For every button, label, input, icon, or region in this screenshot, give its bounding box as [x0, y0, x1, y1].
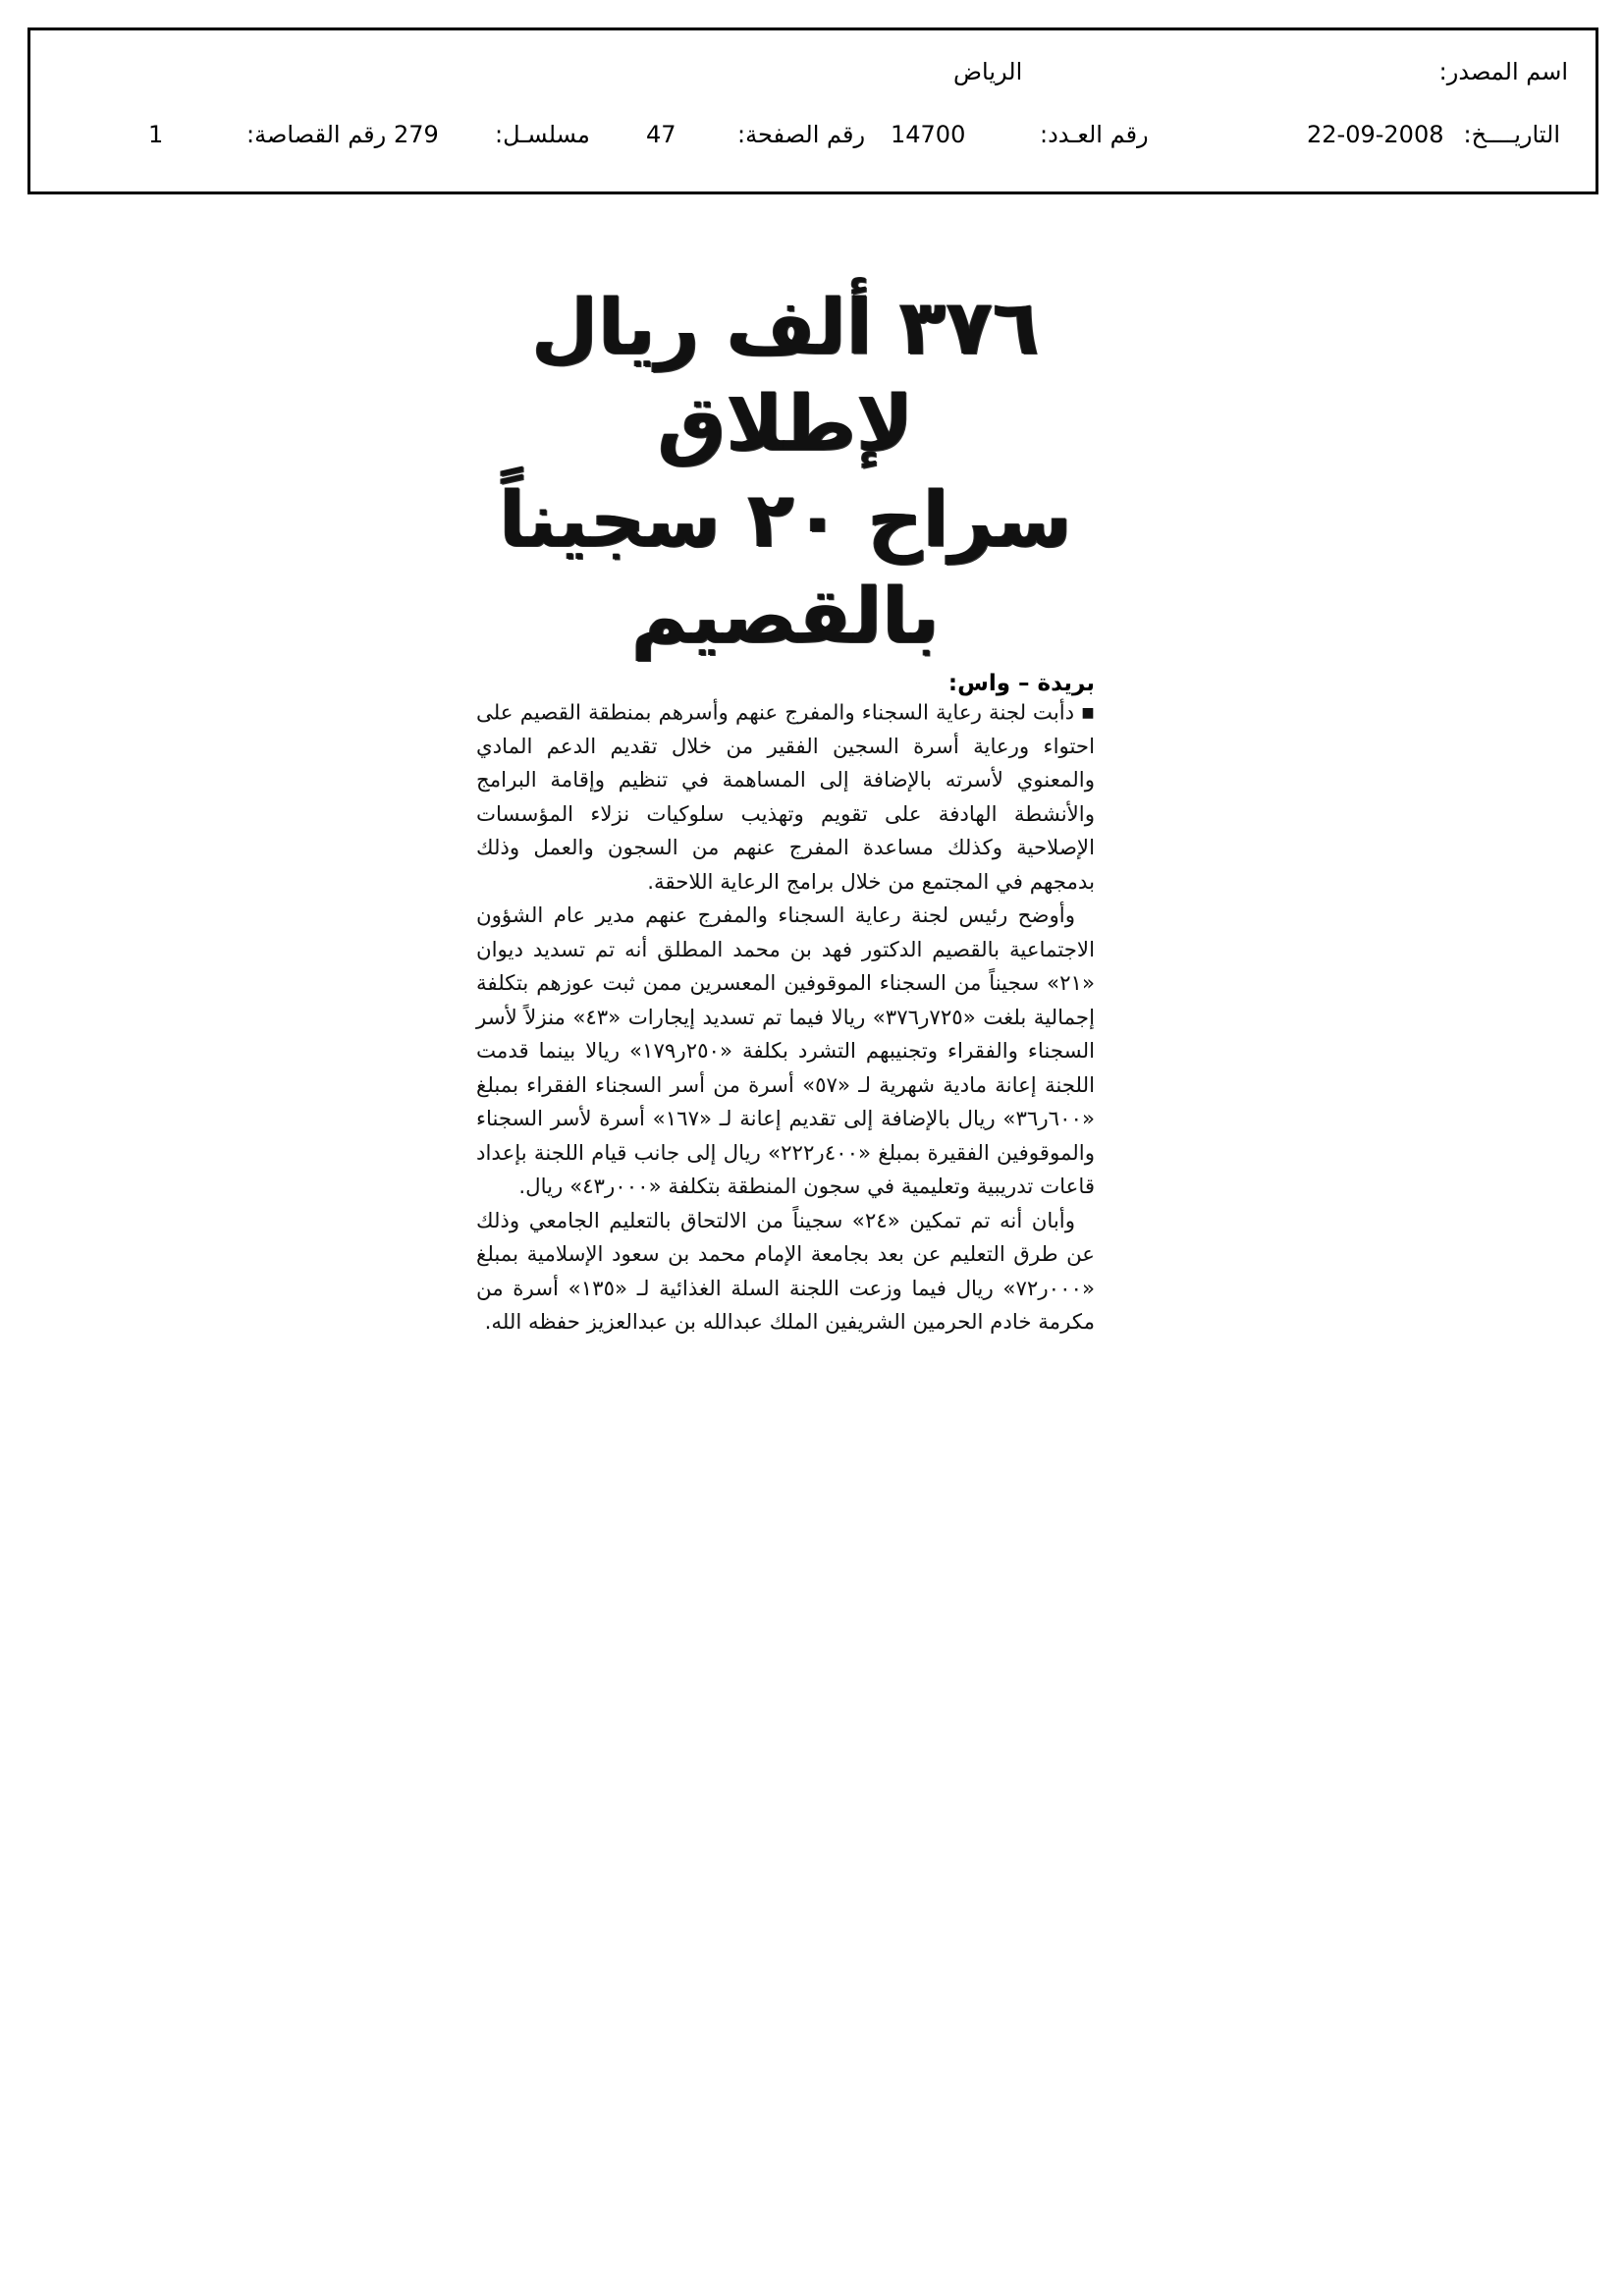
serial-label: مسلسـل: [495, 121, 590, 148]
article-paragraph-3: وأبان أنه تم تمكين «٢٤» سجيناً من الالتحاق بالتعليم الجامعي وذلك عن طرق التعليم عن بعد بجامعة الإمام محمد بن سعود الإسلامية بمبلغ «٠٠٠ر٧٢» ريال فيما وزعت اللجنة السلة الغذائية لـ «١٣٥» أسرة من مكرمة خادم الحرمين الشريفين الملك عبدالله بن عبدالعزيز حفظه الله. [476, 1208, 1096, 1336]
headline-line-1: ٣٧٦ ألف ريال لإطلاق [531, 284, 1040, 468]
article-paragraph-1 [476, 696, 1095, 900]
source-value: الرياض [953, 58, 1023, 85]
bullet-icon: ■ [1081, 705, 1095, 721]
dateline: بريدة – واس: [947, 671, 1095, 696]
date-value: 22-09-2008 [1307, 121, 1444, 148]
issue-label: رقم العـدد: [1040, 121, 1149, 148]
paragraph-1-text: دأبت لجنة رعاية السجناء والمفرج عنهم وأسرهم بمنطقة القصيم على احتواء ورعاية أسرة السجين الفقير من خلال تقديم الدعم المادي والمعنوي لأسرته بالإضافة إلى المساهمة في تنظيم وإقامة البرامج والأنشطة الهادفة على تقويم وتهذيب سلوكيات نزلاء المؤسسات الإصلاحية وكذلك مساعدة المفرج عنهم من السجون والعمل وذلك بدمجهم في المجتمع من خلال برامج الرعاية اللاحقة. [476, 700, 1095, 895]
page-label: رقم الصفحة: [737, 121, 866, 148]
page-value: 47 [646, 121, 676, 148]
issue-value: 14700 [891, 121, 966, 148]
headline-line-2: سراح ٢٠ سجيناً بالقصيم [499, 476, 1072, 661]
document-header [27, 27, 1598, 194]
newspaper-clipping [476, 280, 1096, 1336]
source-label: اسم المصدر: [1438, 58, 1568, 85]
clip-label: رقم القصاصة: [246, 121, 387, 148]
headline [476, 280, 1095, 665]
article-paragraph-2: وأوضح رئيس لجنة رعاية السجناء والمفرج عنهم مدير عام الشؤون الاجتماعية بالقصيم الدكتور فهد بن محمد المطلق أنه تم تسديد ديوان «٢١» سجيناً من السجناء الموقوفين المعسرين ممن ثبت عوزهم بتكلفة إجمالية بلغت «٧٢٥ر٣٧٦» ريالا فيما تم تسديد إيجارات «٤٣» منزلاً لأسر السجناء والفقراء وتجنيبهم التشرد بكلفة «٢٥٠ر١٧٩» ريالا بينما قدمت اللجنة إعانة مادية شهرية لـ «٥٧» أسرة من أسر السجناء الفقراء بمبلغ «٦٠٠ر٣٦» ريال بالإضافة إلى تقديم إعانة لـ «١٦٧» أسرة لأسر السجناء والموقوفين الفقيرة بمبلغ «٤٠٠ر٢٢٢» ريال إلى جانب قيام اللجنة بإعداد قاعات تدريبية وتعليمية في سجون المنطقة بتكلفة «٠٠٠ر٤٣» ريال. [476, 903, 1095, 1200]
date-label: التاريــــخ: [1463, 121, 1560, 148]
clip-value: 1 [148, 121, 164, 148]
serial-value: 279 [394, 121, 439, 148]
